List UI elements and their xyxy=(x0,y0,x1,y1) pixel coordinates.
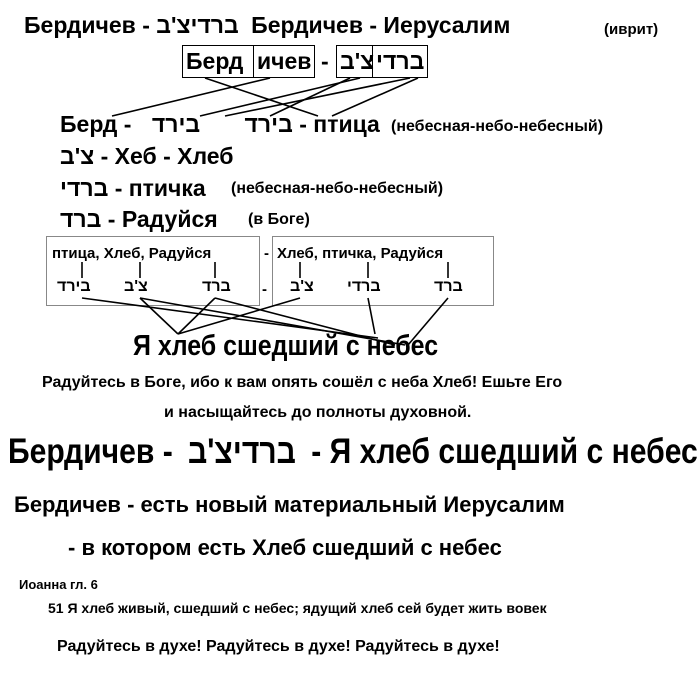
breakdown-note-3: (небесная-небо-небесный) xyxy=(231,180,444,197)
breakdown-note-4: (в Боге) xyxy=(248,211,310,228)
big-statement-ru-1: Бердичев - xyxy=(8,432,173,471)
breakdown-meaning: - Радуйся xyxy=(107,206,218,232)
header-ru-2: Бердичев - Иерусалим xyxy=(251,12,511,38)
breakdown-ru: Берд - xyxy=(60,111,132,137)
closing-text: Радуйтесь в духе! Радуйтесь в духе! Радуйтесь в духе! xyxy=(57,638,500,655)
split-hebrew-part-1: ברדי xyxy=(376,48,425,74)
statement-line-1: Бердичев - есть новый материальный Иерусалим xyxy=(14,492,565,517)
breakdown-hebrew-1: צ'ב xyxy=(60,143,95,169)
breakdown-hebrew-1: ברד xyxy=(60,206,102,232)
breakdown-hebrew-2: בירד xyxy=(244,111,293,137)
breakdown-row-4 xyxy=(60,208,218,231)
big-statement xyxy=(8,434,698,469)
table-header-sep: - xyxy=(264,245,269,262)
table-right-hebrew-1: צ'ב xyxy=(290,278,314,295)
header-note: (иврит) xyxy=(604,21,659,38)
header-ru-1: Бердичев - xyxy=(24,12,150,38)
table-left-hebrew-3: ברד xyxy=(202,278,231,295)
table-right-header: Хлеб, птичка, Радуйся xyxy=(277,245,444,262)
split-part-2: ичев xyxy=(257,48,312,74)
breakdown-row-2 xyxy=(60,145,233,168)
blessing-line-2: и насыщайтесь до полноты духовной. xyxy=(164,404,472,421)
table-left-hebrew-2: צ'ב xyxy=(124,278,148,295)
table-left-hebrew-1: בירד xyxy=(57,278,91,295)
split-hebrew-part-2: צ'ב xyxy=(340,48,375,74)
big-statement-ru-2: - Я хлеб сшедший с небес xyxy=(311,432,698,471)
breakdown-hebrew-1: בירד xyxy=(151,111,201,137)
header-title xyxy=(24,14,510,37)
split-part-1: Берд xyxy=(186,48,244,74)
breakdown-note-1: (небесная-небо-небесный) xyxy=(391,118,604,135)
big-statement-hebrew: ברדיצ'ב xyxy=(187,432,296,471)
breakdown-row-3 xyxy=(60,177,206,200)
table-left-header: птица, Хлеб, Радуйся xyxy=(52,245,212,262)
breakdown-hebrew-1: ברדי xyxy=(60,175,109,201)
citation-reference: Иоанна гл. 6 xyxy=(19,577,98,592)
statement-line-2: - в котором есть Хлеб сшедший с небес xyxy=(68,535,502,560)
header-hebrew: ברדיצ'ב xyxy=(156,12,239,38)
split-dash: - xyxy=(321,48,329,74)
breakdown-meaning: - Хеб - Хлеб xyxy=(100,143,234,169)
conclusion-text: Я хлеб сшедший с небес xyxy=(133,330,439,362)
citation-verse: 51 Я хлеб живый, сшедший с небес; ядущий хлеб сей будет жить вовек xyxy=(48,600,547,616)
breakdown-meaning: - птичка xyxy=(114,175,206,201)
table-right-hebrew-3: ברד xyxy=(434,278,463,295)
breakdown-row-1 xyxy=(60,113,380,136)
table-body-sep: - xyxy=(262,281,267,298)
breakdown-meaning: - птица xyxy=(299,111,380,137)
blessing-line-1: Радуйтесь в Боге, ибо к вам опять сошёл с неба Хлеб! Ешьте Его xyxy=(42,374,563,391)
table-right-hebrew-2: ברדי xyxy=(347,278,381,295)
